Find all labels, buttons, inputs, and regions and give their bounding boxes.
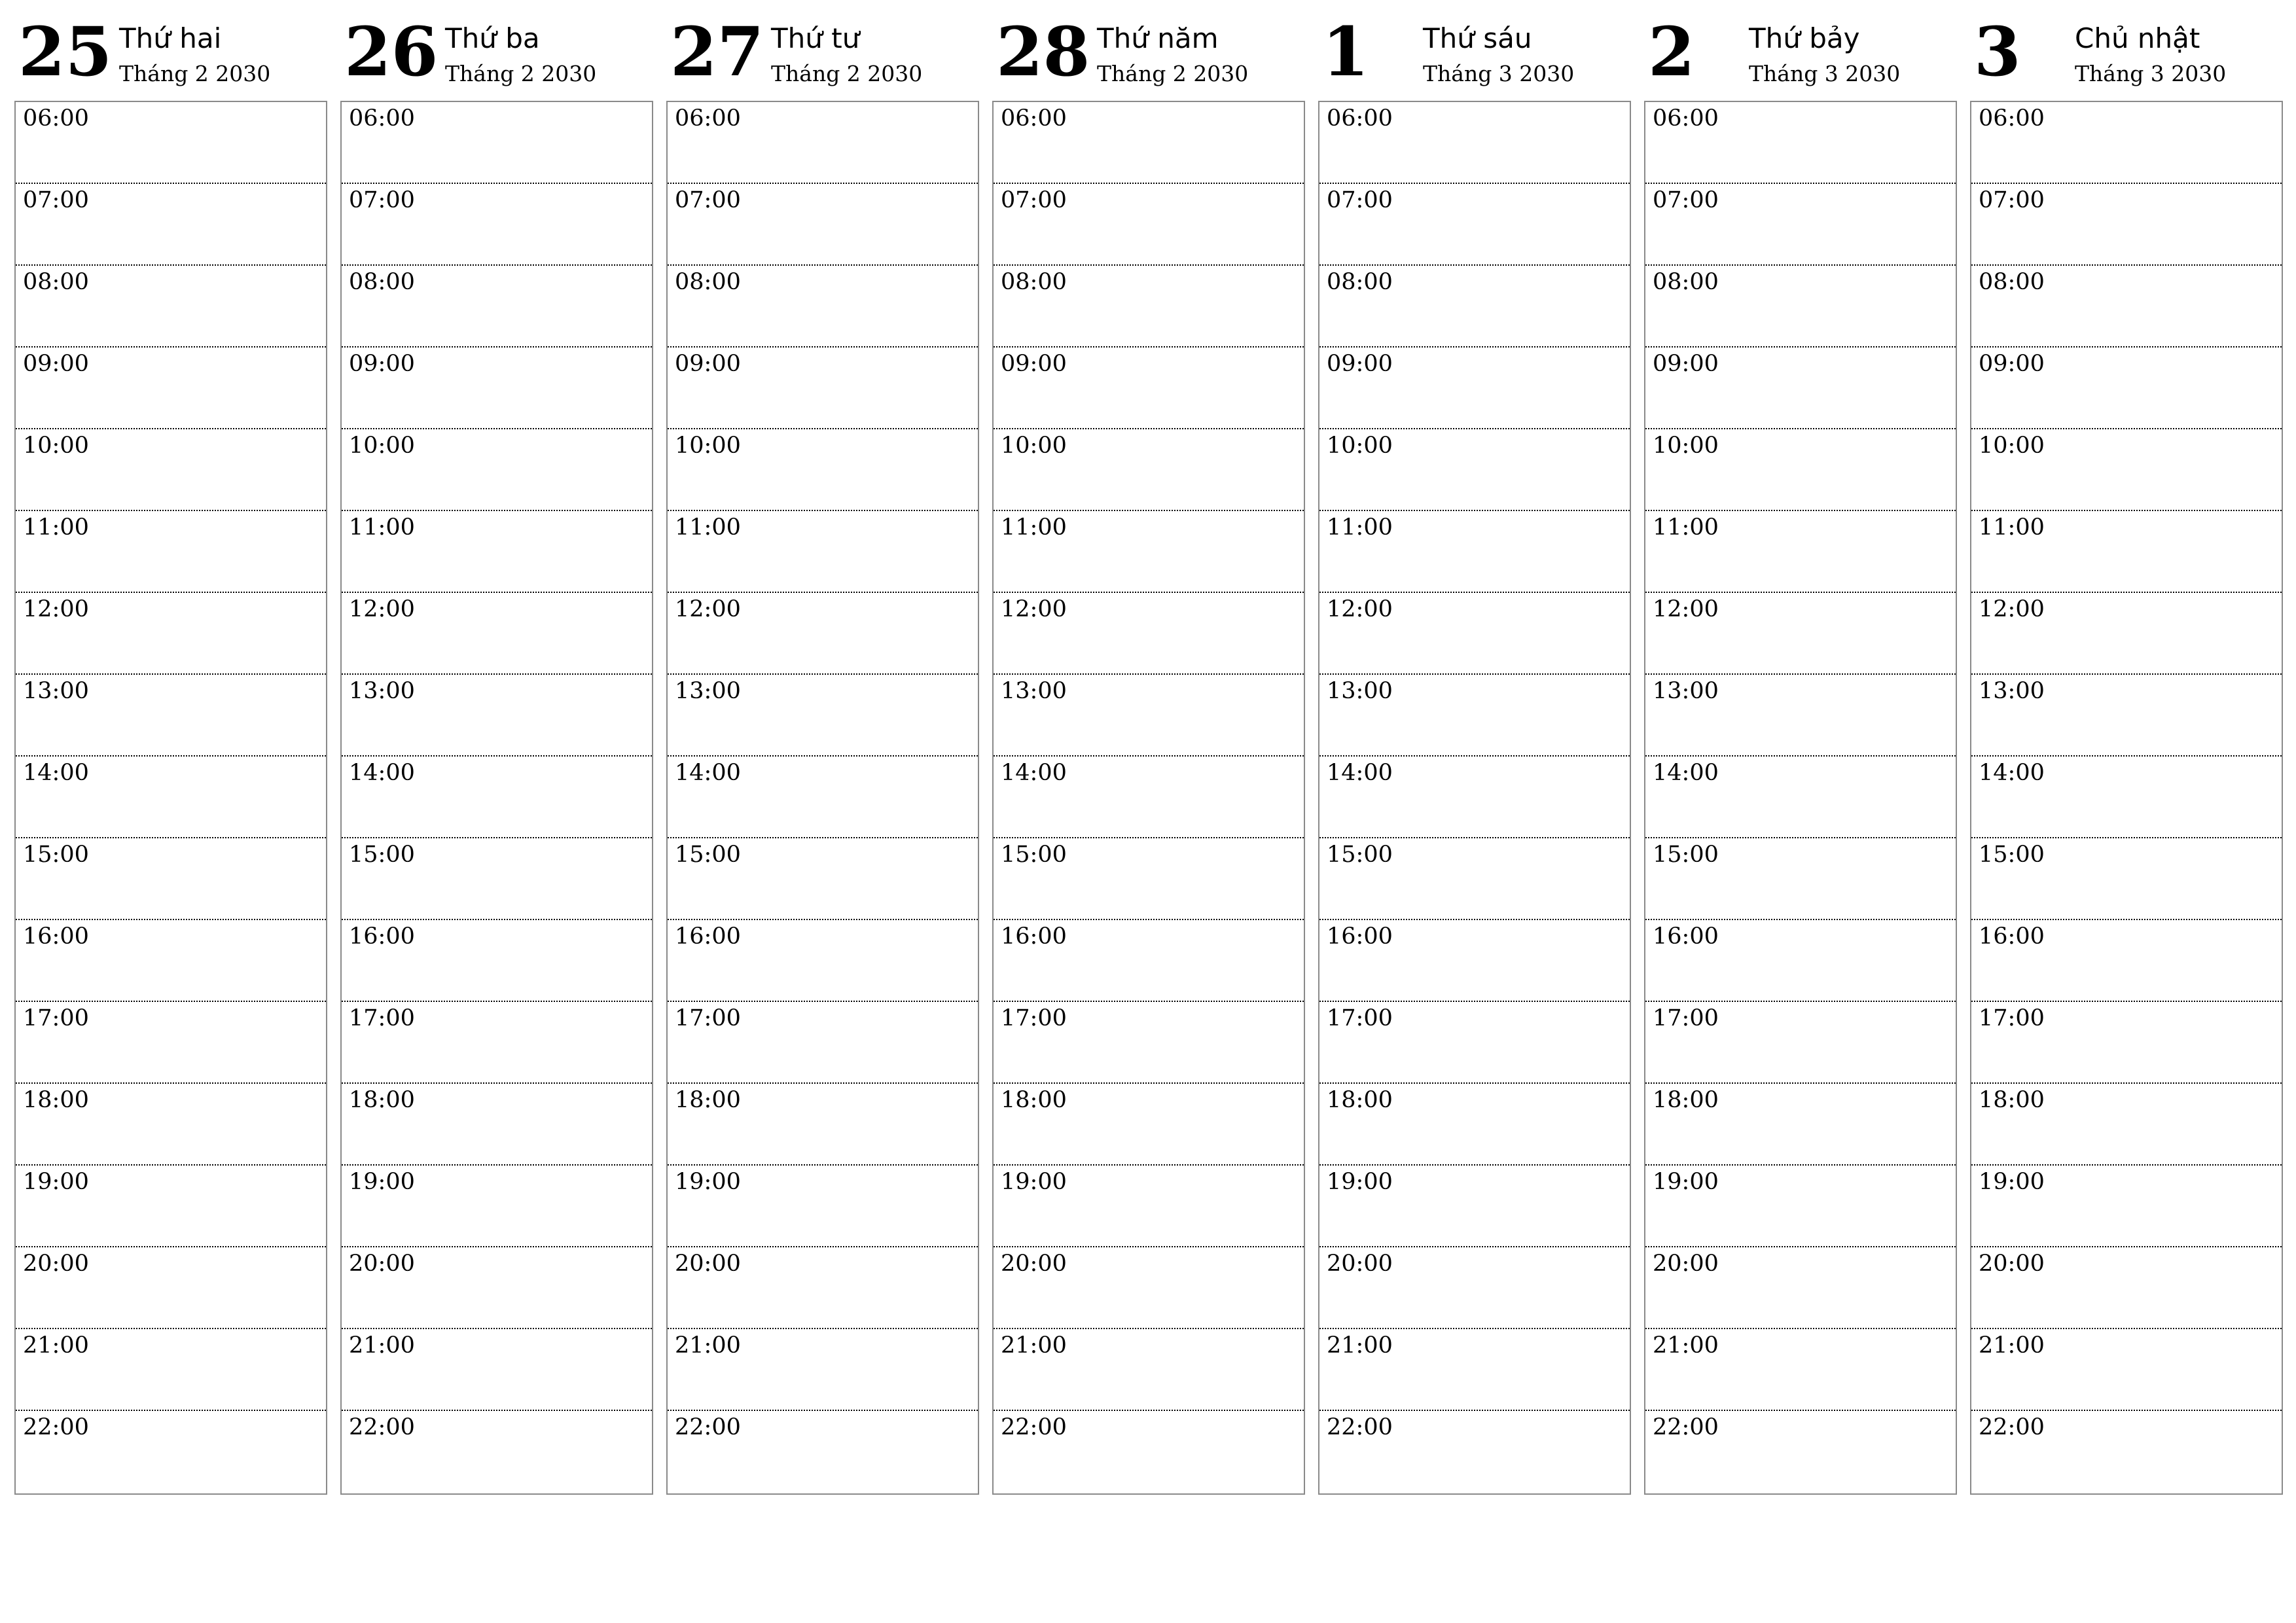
hour-slot[interactable] xyxy=(994,1002,1304,1084)
hour-slot[interactable] xyxy=(342,593,652,675)
hour-label: 12:00 xyxy=(675,596,741,622)
month-year: Tháng 2 2030 xyxy=(119,61,271,86)
hour-label: 09:00 xyxy=(675,351,741,377)
day-column xyxy=(1644,0,1957,1505)
hour-slot[interactable] xyxy=(1971,675,2282,757)
hour-label: 19:00 xyxy=(1327,1169,1393,1195)
hour-label: 21:00 xyxy=(1653,1332,1719,1359)
hour-slot[interactable] xyxy=(1645,593,1956,675)
hour-slot[interactable] xyxy=(16,429,326,511)
hour-label: 13:00 xyxy=(349,678,415,704)
hour-label: 09:00 xyxy=(1327,351,1393,377)
hour-slot[interactable] xyxy=(1319,1002,1630,1084)
hour-label: 18:00 xyxy=(349,1087,415,1113)
hour-label: 14:00 xyxy=(1979,760,2045,786)
hour-label: 15:00 xyxy=(1001,842,1067,868)
hour-label: 21:00 xyxy=(23,1332,89,1359)
hour-slot[interactable] xyxy=(668,511,978,593)
hour-slot[interactable] xyxy=(1971,1002,2282,1084)
hour-label: 14:00 xyxy=(1653,760,1719,786)
hour-slot[interactable] xyxy=(1319,1247,1630,1329)
hour-label: 10:00 xyxy=(1327,433,1393,459)
hour-slot[interactable] xyxy=(1971,593,2282,675)
hour-slot[interactable] xyxy=(1971,1329,2282,1411)
hour-label: 20:00 xyxy=(349,1251,415,1277)
hour-label: 18:00 xyxy=(1979,1087,2045,1113)
hour-label: 16:00 xyxy=(349,923,415,950)
hour-grid xyxy=(1318,101,1631,1495)
weekday-name: Chủ nhật xyxy=(2075,22,2200,54)
hour-slot[interactable] xyxy=(994,838,1304,920)
hour-label: 09:00 xyxy=(23,351,89,377)
hour-label: 10:00 xyxy=(1653,433,1719,459)
hour-slot[interactable] xyxy=(342,184,652,266)
hour-label: 15:00 xyxy=(675,842,741,868)
day-header xyxy=(992,13,1305,98)
hour-label: 22:00 xyxy=(1327,1414,1393,1440)
hour-slot[interactable] xyxy=(668,920,978,1002)
hour-slot[interactable] xyxy=(342,1411,652,1493)
hour-slot[interactable] xyxy=(668,838,978,920)
hour-label: 15:00 xyxy=(1979,842,2045,868)
hour-label: 10:00 xyxy=(1979,433,2045,459)
hour-label: 14:00 xyxy=(1001,760,1067,786)
day-number: 2 xyxy=(1648,12,1695,92)
hour-slot[interactable] xyxy=(1971,757,2282,838)
hour-label: 09:00 xyxy=(1001,351,1067,377)
weekday-name: Thứ ba xyxy=(445,22,540,54)
hour-slot[interactable] xyxy=(1645,266,1956,348)
hour-slot[interactable] xyxy=(668,1166,978,1247)
hour-label: 07:00 xyxy=(1979,187,2045,213)
hour-slot[interactable] xyxy=(16,757,326,838)
hour-label: 15:00 xyxy=(349,842,415,868)
hour-label: 14:00 xyxy=(675,760,741,786)
hour-slot[interactable] xyxy=(994,511,1304,593)
hour-slot[interactable] xyxy=(16,1411,326,1493)
day-number: 1 xyxy=(1322,12,1369,92)
hour-label: 19:00 xyxy=(1979,1169,2045,1195)
month-year: Tháng 2 2030 xyxy=(445,61,597,86)
hour-slot[interactable] xyxy=(1319,1329,1630,1411)
hour-slot[interactable] xyxy=(1971,102,2282,184)
hour-label: 16:00 xyxy=(1001,923,1067,950)
hour-label: 10:00 xyxy=(23,433,89,459)
hour-label: 12:00 xyxy=(1653,596,1719,622)
hour-slot[interactable] xyxy=(1645,184,1956,266)
hour-label: 07:00 xyxy=(675,187,741,213)
hour-slot[interactable] xyxy=(16,1329,326,1411)
hour-slot[interactable] xyxy=(1971,266,2282,348)
day-column xyxy=(1970,0,2283,1505)
day-header xyxy=(666,13,979,98)
day-number: 25 xyxy=(18,12,113,92)
hour-slot[interactable] xyxy=(668,1329,978,1411)
hour-label: 21:00 xyxy=(1327,1332,1393,1359)
hour-slot[interactable] xyxy=(1319,920,1630,1002)
hour-label: 08:00 xyxy=(1327,269,1393,295)
hour-label: 07:00 xyxy=(349,187,415,213)
month-year: Tháng 3 2030 xyxy=(2075,61,2227,86)
day-column xyxy=(14,0,327,1505)
hour-slot[interactable] xyxy=(342,429,652,511)
hour-label: 11:00 xyxy=(675,514,741,541)
hour-slot[interactable] xyxy=(1971,348,2282,429)
day-header xyxy=(1970,13,2283,98)
hour-label: 06:00 xyxy=(1653,105,1719,132)
hour-label: 06:00 xyxy=(23,105,89,132)
hour-label: 20:00 xyxy=(1653,1251,1719,1277)
hour-slot[interactable] xyxy=(1971,429,2282,511)
hour-label: 13:00 xyxy=(1653,678,1719,704)
weekday-name: Thứ bảy xyxy=(1749,22,1860,54)
hour-label: 14:00 xyxy=(23,760,89,786)
hour-slot[interactable] xyxy=(1319,1166,1630,1247)
day-column xyxy=(666,0,979,1505)
day-header xyxy=(14,13,327,98)
hour-label: 22:00 xyxy=(1001,1414,1067,1440)
hour-slot[interactable] xyxy=(1971,184,2282,266)
hour-label: 17:00 xyxy=(1979,1005,2045,1031)
hour-slot[interactable] xyxy=(1645,675,1956,757)
hour-slot[interactable] xyxy=(994,348,1304,429)
weekday-name: Thứ tư xyxy=(771,22,860,54)
day-column xyxy=(340,0,653,1505)
hour-slot[interactable] xyxy=(1971,1084,2282,1166)
hour-slot[interactable] xyxy=(1319,266,1630,348)
hour-label: 06:00 xyxy=(1327,105,1393,132)
hour-label: 15:00 xyxy=(23,842,89,868)
hour-label: 19:00 xyxy=(349,1169,415,1195)
hour-slot[interactable] xyxy=(994,757,1304,838)
hour-slot[interactable] xyxy=(668,593,978,675)
hour-grid xyxy=(1970,101,2283,1495)
hour-slot[interactable] xyxy=(342,1166,652,1247)
hour-slot[interactable] xyxy=(994,1247,1304,1329)
hour-label: 11:00 xyxy=(1327,514,1393,541)
weekday-name: Thứ hai xyxy=(119,22,222,54)
hour-slot[interactable] xyxy=(16,1166,326,1247)
hour-label: 08:00 xyxy=(1653,269,1719,295)
hour-slot[interactable] xyxy=(16,102,326,184)
hour-label: 21:00 xyxy=(675,1332,741,1359)
hour-label: 06:00 xyxy=(1001,105,1067,132)
day-number: 28 xyxy=(996,12,1090,92)
hour-label: 07:00 xyxy=(1653,187,1719,213)
hour-slot[interactable] xyxy=(668,266,978,348)
hour-slot[interactable] xyxy=(668,1084,978,1166)
hour-label: 08:00 xyxy=(675,269,741,295)
hour-label: 12:00 xyxy=(1979,596,2045,622)
hour-label: 08:00 xyxy=(1979,269,2045,295)
hour-label: 13:00 xyxy=(23,678,89,704)
hour-slot[interactable] xyxy=(994,1166,1304,1247)
hour-slot[interactable] xyxy=(1319,1411,1630,1493)
hour-label: 20:00 xyxy=(1001,1251,1067,1277)
hour-slot[interactable] xyxy=(342,1084,652,1166)
hour-label: 06:00 xyxy=(1979,105,2045,132)
hour-label: 08:00 xyxy=(23,269,89,295)
hour-label: 16:00 xyxy=(675,923,741,950)
hour-slot[interactable] xyxy=(1319,1084,1630,1166)
hour-slot[interactable] xyxy=(1319,675,1630,757)
hour-label: 17:00 xyxy=(675,1005,741,1031)
hour-label: 22:00 xyxy=(1979,1414,2045,1440)
hour-label: 16:00 xyxy=(1327,923,1393,950)
hour-slot[interactable] xyxy=(1645,429,1956,511)
hour-label: 22:00 xyxy=(1653,1414,1719,1440)
weekday-name: Thứ sáu xyxy=(1423,22,1532,54)
hour-label: 22:00 xyxy=(349,1414,415,1440)
hour-label: 14:00 xyxy=(1327,760,1393,786)
hour-label: 19:00 xyxy=(675,1169,741,1195)
hour-label: 17:00 xyxy=(1653,1005,1719,1031)
day-number: 3 xyxy=(1974,12,2021,92)
hour-label: 12:00 xyxy=(1327,596,1393,622)
hour-label: 14:00 xyxy=(349,760,415,786)
hour-label: 17:00 xyxy=(349,1005,415,1031)
hour-slot[interactable] xyxy=(342,511,652,593)
hour-slot[interactable] xyxy=(1645,1247,1956,1329)
hour-slot[interactable] xyxy=(16,675,326,757)
hour-slot[interactable] xyxy=(1971,1247,2282,1329)
hour-label: 11:00 xyxy=(1653,514,1719,541)
hour-slot[interactable] xyxy=(668,1411,978,1493)
hour-label: 07:00 xyxy=(1327,187,1393,213)
hour-label: 11:00 xyxy=(349,514,415,541)
hour-slot[interactable] xyxy=(16,920,326,1002)
hour-label: 17:00 xyxy=(23,1005,89,1031)
hour-slot[interactable] xyxy=(1645,1002,1956,1084)
hour-slot[interactable] xyxy=(668,1002,978,1084)
hour-slot[interactable] xyxy=(994,1329,1304,1411)
hour-label: 17:00 xyxy=(1327,1005,1393,1031)
hour-slot[interactable] xyxy=(994,429,1304,511)
hour-slot[interactable] xyxy=(668,102,978,184)
hour-slot[interactable] xyxy=(1319,757,1630,838)
hour-label: 19:00 xyxy=(23,1169,89,1195)
hour-label: 08:00 xyxy=(349,269,415,295)
hour-slot[interactable] xyxy=(342,757,652,838)
hour-label: 18:00 xyxy=(675,1087,741,1113)
hour-slot[interactable] xyxy=(16,593,326,675)
hour-label: 13:00 xyxy=(1327,678,1393,704)
hour-label: 19:00 xyxy=(1653,1169,1719,1195)
hour-slot[interactable] xyxy=(994,266,1304,348)
hour-label: 07:00 xyxy=(23,187,89,213)
hour-slot[interactable] xyxy=(342,102,652,184)
hour-slot[interactable] xyxy=(342,838,652,920)
hour-slot[interactable] xyxy=(16,348,326,429)
hour-label: 17:00 xyxy=(1001,1005,1067,1031)
hour-label: 09:00 xyxy=(349,351,415,377)
weekday-name: Thứ năm xyxy=(1097,22,1219,54)
hour-grid xyxy=(992,101,1305,1495)
hour-slot[interactable] xyxy=(16,266,326,348)
day-column xyxy=(992,0,1305,1505)
hour-label: 16:00 xyxy=(1979,923,2045,950)
hour-label: 13:00 xyxy=(1979,678,2045,704)
hour-slot[interactable] xyxy=(994,920,1304,1002)
hour-slot[interactable] xyxy=(1319,102,1630,184)
hour-slot[interactable] xyxy=(668,429,978,511)
month-year: Tháng 2 2030 xyxy=(771,61,923,86)
hour-label: 22:00 xyxy=(23,1414,89,1440)
hour-slot[interactable] xyxy=(342,1002,652,1084)
hour-label: 11:00 xyxy=(1001,514,1067,541)
hour-slot[interactable] xyxy=(16,1247,326,1329)
hour-grid xyxy=(340,101,653,1495)
hour-label: 21:00 xyxy=(1001,1332,1067,1359)
hour-slot[interactable] xyxy=(1319,593,1630,675)
hour-grid xyxy=(14,101,327,1495)
hour-slot[interactable] xyxy=(1645,102,1956,184)
hour-grid xyxy=(666,101,979,1495)
hour-label: 19:00 xyxy=(1001,1169,1067,1195)
hour-slot[interactable] xyxy=(994,102,1304,184)
hour-slot[interactable] xyxy=(1971,1166,2282,1247)
day-header xyxy=(340,13,653,98)
hour-slot[interactable] xyxy=(994,593,1304,675)
hour-label: 15:00 xyxy=(1327,842,1393,868)
hour-label: 09:00 xyxy=(1653,351,1719,377)
hour-label: 20:00 xyxy=(675,1251,741,1277)
hour-slot[interactable] xyxy=(16,838,326,920)
hour-slot[interactable] xyxy=(668,1247,978,1329)
hour-slot[interactable] xyxy=(1645,920,1956,1002)
hour-label: 06:00 xyxy=(349,105,415,132)
hour-slot[interactable] xyxy=(994,675,1304,757)
hour-slot[interactable] xyxy=(342,1329,652,1411)
hour-label: 11:00 xyxy=(1979,514,2045,541)
hour-label: 21:00 xyxy=(1979,1332,2045,1359)
hour-slot[interactable] xyxy=(342,266,652,348)
hour-slot[interactable] xyxy=(1645,1411,1956,1493)
hour-slot[interactable] xyxy=(1319,429,1630,511)
hour-label: 07:00 xyxy=(1001,187,1067,213)
month-year: Tháng 3 2030 xyxy=(1749,61,1901,86)
hour-slot[interactable] xyxy=(342,348,652,429)
hour-label: 09:00 xyxy=(1979,351,2045,377)
day-number: 26 xyxy=(344,12,439,92)
hour-slot[interactable] xyxy=(668,184,978,266)
hour-label: 15:00 xyxy=(1653,842,1719,868)
hour-slot[interactable] xyxy=(1971,920,2282,1002)
hour-slot[interactable] xyxy=(16,511,326,593)
hour-label: 10:00 xyxy=(1001,433,1067,459)
hour-slot[interactable] xyxy=(1319,184,1630,266)
hour-slot[interactable] xyxy=(16,1002,326,1084)
hour-slot[interactable] xyxy=(1645,511,1956,593)
hour-label: 22:00 xyxy=(675,1414,741,1440)
hour-slot[interactable] xyxy=(994,1411,1304,1493)
hour-slot[interactable] xyxy=(668,348,978,429)
month-year: Tháng 2 2030 xyxy=(1097,61,1249,86)
hour-slot[interactable] xyxy=(994,1084,1304,1166)
day-number: 27 xyxy=(670,12,764,92)
hour-label: 16:00 xyxy=(1653,923,1719,950)
hour-slot[interactable] xyxy=(1645,1329,1956,1411)
hour-slot[interactable] xyxy=(1645,838,1956,920)
hour-slot[interactable] xyxy=(1319,838,1630,920)
hour-label: 21:00 xyxy=(349,1332,415,1359)
hour-slot[interactable] xyxy=(1645,348,1956,429)
day-column xyxy=(1318,0,1631,1505)
hour-slot[interactable] xyxy=(1645,1166,1956,1247)
hour-slot[interactable] xyxy=(1645,1084,1956,1166)
hour-label: 13:00 xyxy=(1001,678,1067,704)
hour-slot[interactable] xyxy=(1971,511,2282,593)
hour-slot[interactable] xyxy=(1645,757,1956,838)
month-year: Tháng 3 2030 xyxy=(1423,61,1575,86)
hour-slot[interactable] xyxy=(1971,838,2282,920)
hour-slot[interactable] xyxy=(16,184,326,266)
hour-label: 12:00 xyxy=(1001,596,1067,622)
hour-slot[interactable] xyxy=(16,1084,326,1166)
hour-label: 11:00 xyxy=(23,514,89,541)
hour-label: 18:00 xyxy=(23,1087,89,1113)
hour-label: 18:00 xyxy=(1327,1087,1393,1113)
hour-label: 08:00 xyxy=(1001,269,1067,295)
hour-label: 06:00 xyxy=(675,105,741,132)
hour-slot[interactable] xyxy=(342,920,652,1002)
hour-label: 10:00 xyxy=(349,433,415,459)
hour-label: 10:00 xyxy=(675,433,741,459)
hour-slot[interactable] xyxy=(342,675,652,757)
hour-label: 20:00 xyxy=(23,1251,89,1277)
hour-label: 12:00 xyxy=(23,596,89,622)
hour-label: 18:00 xyxy=(1653,1087,1719,1113)
hour-slot[interactable] xyxy=(1971,1411,2282,1493)
day-header xyxy=(1644,13,1957,98)
day-header xyxy=(1318,13,1631,98)
hour-label: 20:00 xyxy=(1979,1251,2045,1277)
hour-slot[interactable] xyxy=(994,184,1304,266)
hour-label: 13:00 xyxy=(675,678,741,704)
hour-label: 18:00 xyxy=(1001,1087,1067,1113)
hour-slot[interactable] xyxy=(668,675,978,757)
hour-label: 20:00 xyxy=(1327,1251,1393,1277)
hour-label: 16:00 xyxy=(23,923,89,950)
hour-slot[interactable] xyxy=(668,757,978,838)
hour-grid xyxy=(1644,101,1957,1495)
hour-label: 12:00 xyxy=(349,596,415,622)
hour-slot[interactable] xyxy=(1319,511,1630,593)
hour-slot[interactable] xyxy=(342,1247,652,1329)
hour-slot[interactable] xyxy=(1319,348,1630,429)
